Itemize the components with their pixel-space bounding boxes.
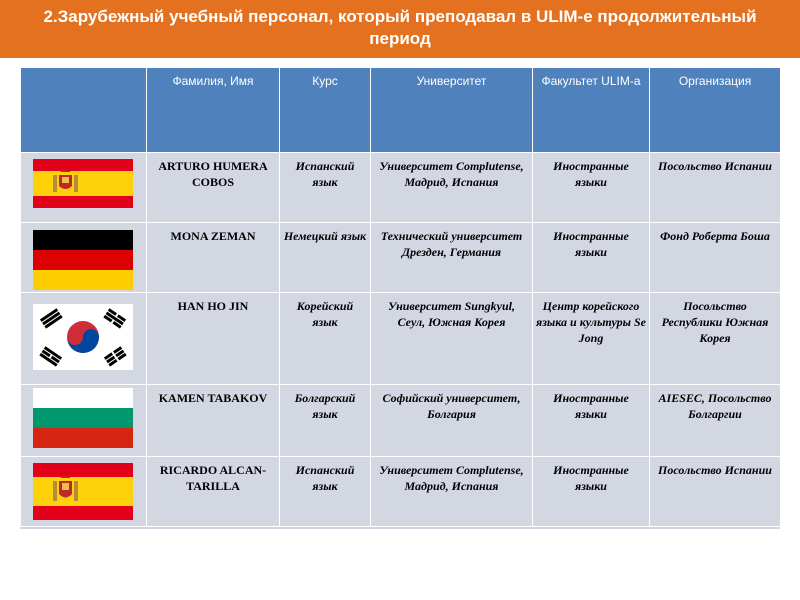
header-flag [21, 68, 147, 153]
bulgaria-flag-icon [33, 388, 133, 448]
germany-flag-icon [33, 230, 133, 290]
table-row [21, 153, 781, 223]
staff-table [20, 67, 781, 527]
course-cell: Немецкий язык [280, 223, 371, 293]
faculty-cell: Иностранные языки [533, 385, 650, 457]
table-row [21, 293, 781, 385]
university-cell: Софийский университет, Болгария [371, 385, 533, 457]
header-university: Университет [371, 68, 533, 153]
course-cell: Корейский язык [280, 293, 371, 385]
organization-cell: Посольство Республики Южная Корея [650, 293, 781, 385]
header-organization: Организация [650, 68, 781, 153]
table-row [21, 457, 781, 527]
flag-cell [21, 153, 147, 223]
slide-title: 2.Зарубежный учебный персонал, который преподавал в ULIM-е продолжительный период [0, 0, 800, 58]
header-course: Курс [280, 68, 371, 153]
flag-cell [21, 293, 147, 385]
faculty-cell: Иностранные языки [533, 457, 650, 527]
flag-cell [21, 457, 147, 527]
organization-cell: Фонд Роберта Боша [650, 223, 781, 293]
spain-flag-icon [33, 159, 133, 208]
table-header-row [21, 68, 781, 153]
faculty-cell: Центр корейского языка и культуры Se Jong [533, 293, 650, 385]
flag-cell [21, 385, 147, 457]
organization-cell: Посольство Испании [650, 153, 781, 223]
university-cell: Университет Complutense, Мадрид, Испания [371, 153, 533, 223]
faculty-cell: Иностранные языки [533, 223, 650, 293]
name-cell: ARTURO HUMERA COBOS [147, 153, 280, 223]
organization-cell: Посольство Испании [650, 457, 781, 527]
table-row [21, 385, 781, 457]
name-cell: MONA ZEMAN [147, 223, 280, 293]
header-name: Фамилия, Имя [147, 68, 280, 153]
flag-cell [21, 223, 147, 293]
korea-flag-icon [33, 304, 133, 370]
name-cell: HAN HO JIN [147, 293, 280, 385]
header-faculty: Факультет ULIM-а [533, 68, 650, 153]
course-cell: Испанский язык [280, 153, 371, 223]
name-cell: KAMEN TABAKOV [147, 385, 280, 457]
staff-table-container [20, 67, 780, 529]
university-cell: Технический университет Дрезден, Германия [371, 223, 533, 293]
university-cell: Университет Complutense, Мадрид, Испания [371, 457, 533, 527]
table-row [21, 223, 781, 293]
course-cell: Испанский язык [280, 457, 371, 527]
spain-flag-icon [33, 463, 133, 520]
organization-cell: AIESEC, Посольство Болгаргии [650, 385, 781, 457]
university-cell: Университет Sungkyul, Сеул, Южная Корея [371, 293, 533, 385]
faculty-cell: Иностранные языки [533, 153, 650, 223]
name-cell: RICARDO ALCAN-TARILLA [147, 457, 280, 527]
course-cell: Болгарский язык [280, 385, 371, 457]
